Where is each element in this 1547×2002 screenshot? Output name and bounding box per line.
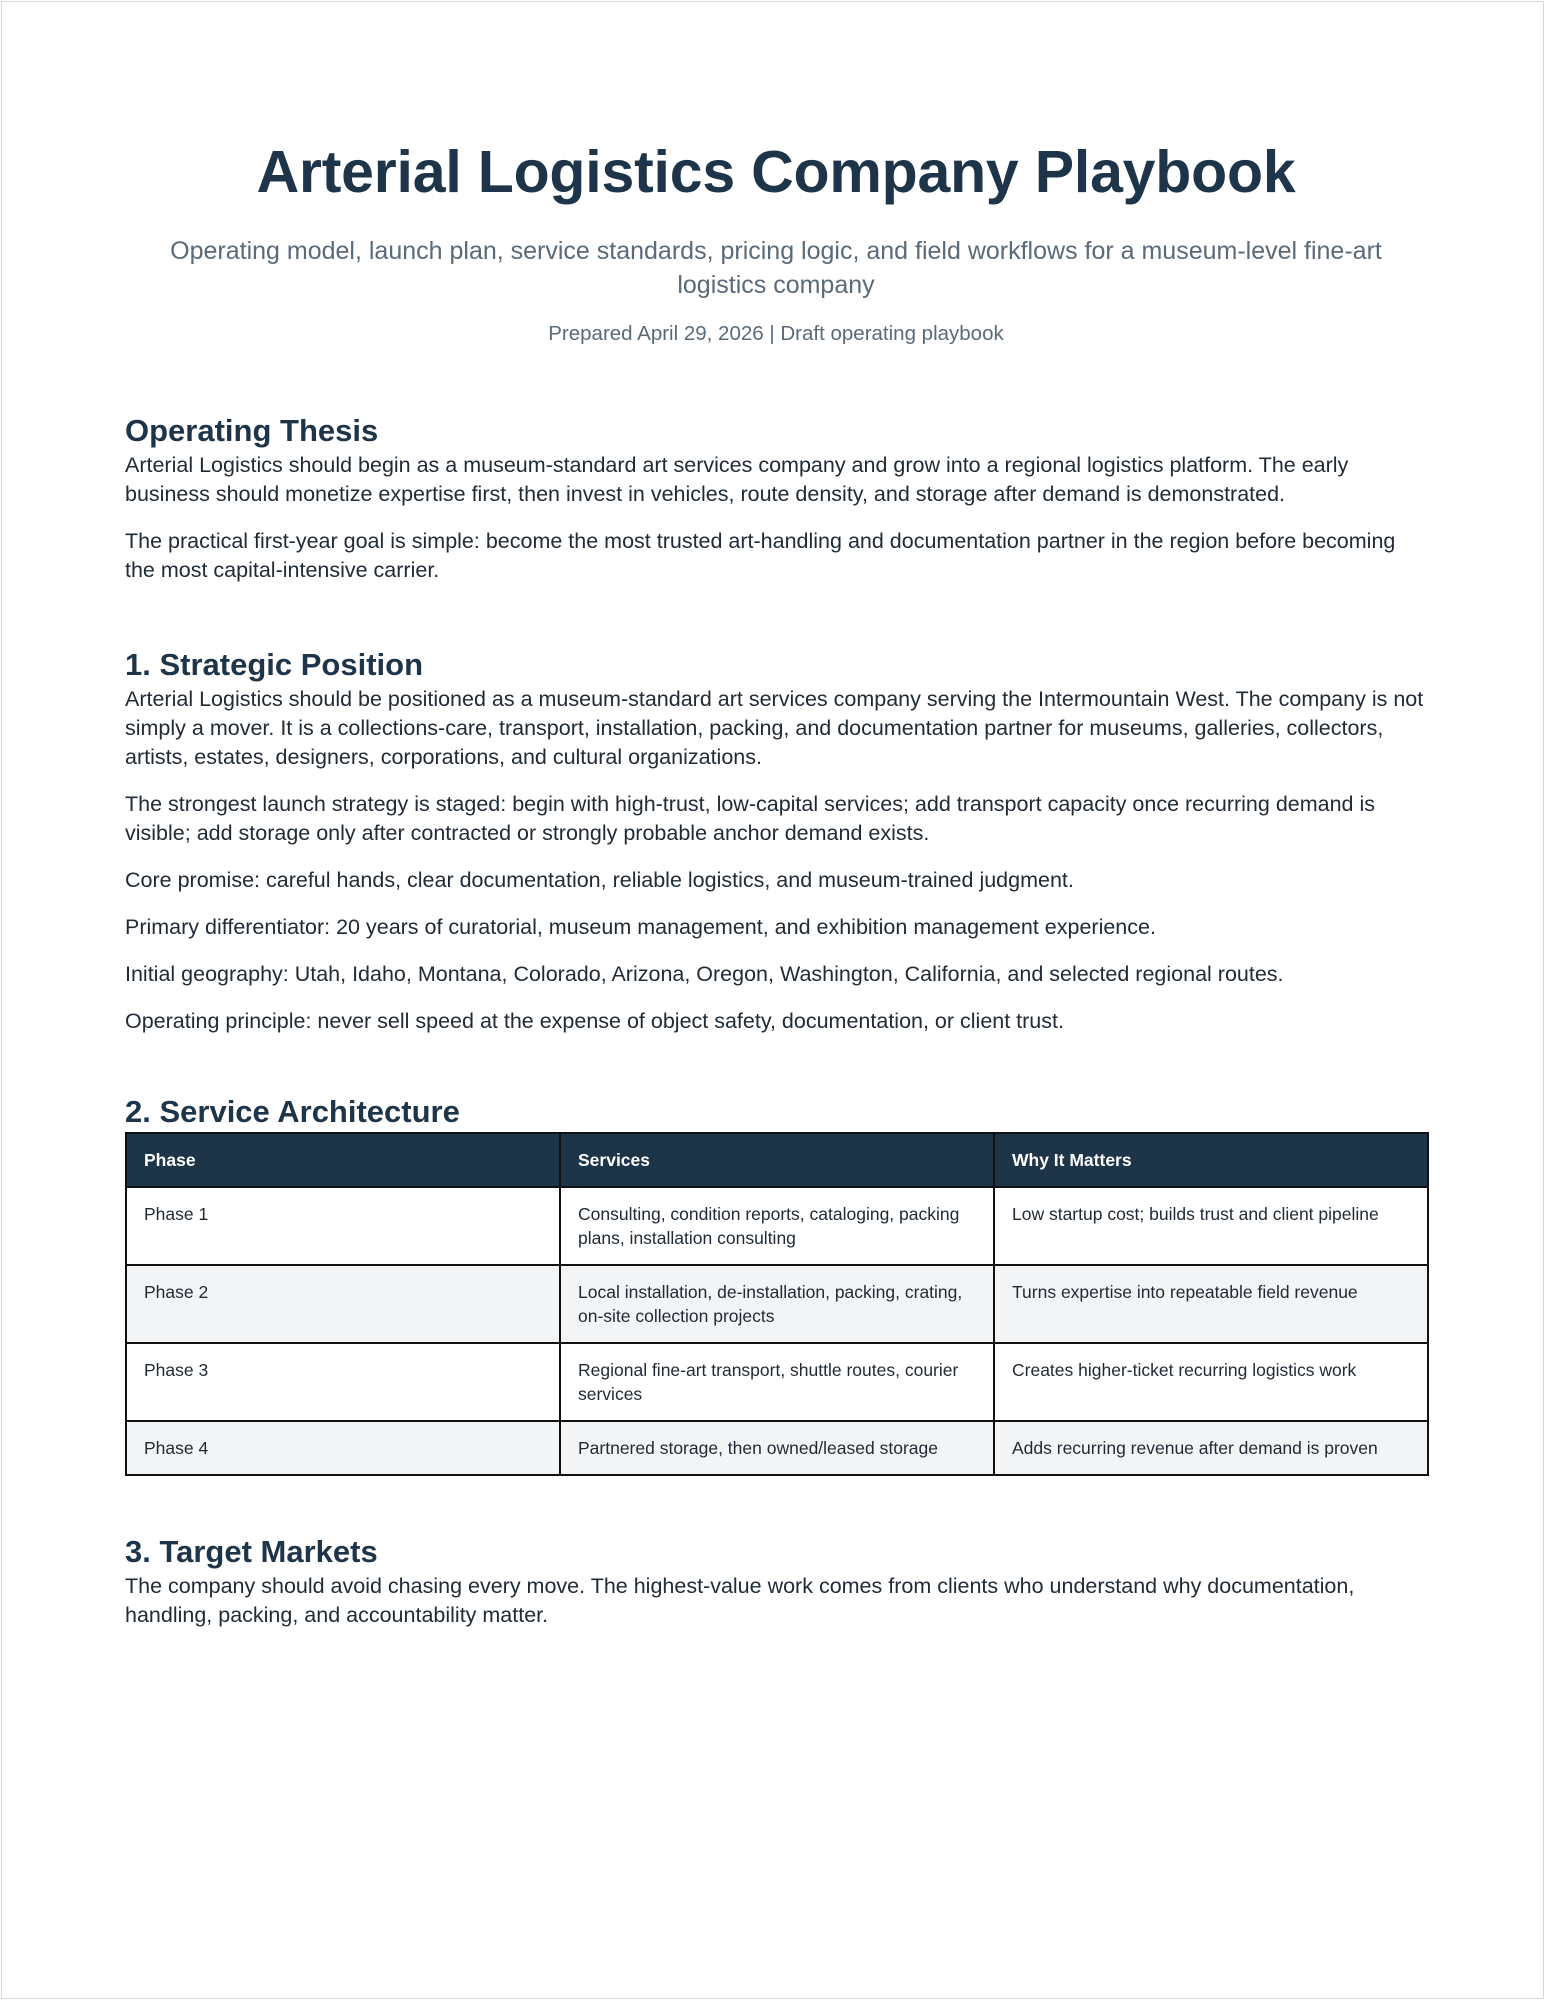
table-cell-phase: Phase 3 (126, 1343, 560, 1421)
core-promise: Core promise: careful hands, clear documentation, reliable logistics, and museum-trained judgment. (125, 868, 1074, 892)
paragraph: The strongest launch strategy is staged: begin with high-trust, low-capital services; add transport capacity once recurring demand is visible; add storage only after contracted or strongly probable anchor demand exists. (125, 792, 1376, 845)
table-cell-services: Consulting, condition reports, cataloging, packing plans, installation consulting (560, 1187, 994, 1265)
section-operating-thesis (125, 411, 1427, 585)
table-row (126, 1265, 1428, 1343)
table-row (126, 1421, 1428, 1475)
table-cell-why: Creates higher-ticket recurring logistics work (994, 1343, 1428, 1421)
section-strategic-position (125, 645, 1427, 1036)
document-content (125, 2, 1427, 1630)
table-cell-services: Regional fine-art transport, shuttle routes, courier services (560, 1343, 994, 1421)
operating-principle: Operating principle: never sell speed at the expense of object safety, documentation, or client trust. (125, 1009, 1064, 1033)
table-row (126, 1187, 1428, 1265)
section-heading: 2. Service Architecture (125, 1094, 460, 1129)
paragraph: Arterial Logistics should begin as a museum-standard art services company and grow into a regional logistics platform. The early business should monetize expertise first, then invest in vehicles, route density, and storage after demand is demonstrated. (125, 453, 1349, 506)
paragraph: Arterial Logistics should be positioned as a museum-standard art services company serving the Intermountain West. The company is not simply a mover. It is a collections-care, transport, installation, packing, and documentation partner for museums, galleries, collectors, artists, estates, designers, corporations, and cultural organizations. (125, 687, 1424, 769)
table-cell-phase: Phase 2 (126, 1265, 560, 1343)
service-architecture-table (125, 1132, 1429, 1476)
table-cell-why: Adds recurring revenue after demand is proven (994, 1421, 1428, 1475)
section-heading: 3. Target Markets (125, 1534, 378, 1569)
table-row (126, 1343, 1428, 1421)
section-heading: Operating Thesis (125, 413, 379, 448)
primary-differentiator: Primary differentiator: 20 years of curatorial, museum management, and exhibition management experience. (125, 915, 1156, 939)
document-subtitle: Operating model, launch plan, service standards, pricing logic, and field workflows for a museum-level fine-art logistics company (170, 237, 1382, 299)
initial-geography: Initial geography: Utah, Idaho, Montana, Colorado, Arizona, Oregon, Washington, California, and selected regional routes. (125, 962, 1284, 986)
column-header-services: Services (560, 1133, 994, 1187)
column-header-phase: Phase (126, 1133, 560, 1187)
table-cell-why: Turns expertise into repeatable field revenue (994, 1265, 1428, 1343)
document-title: Arterial Logistics Company Playbook (256, 139, 1296, 205)
table-cell-services: Partnered storage, then owned/leased storage (560, 1421, 994, 1475)
section-heading: 1. Strategic Position (125, 647, 424, 682)
table-header-row (126, 1133, 1428, 1187)
table-cell-phase: Phase 4 (126, 1421, 560, 1475)
section-target-markets (125, 1532, 1427, 1630)
document-page (1, 1, 1544, 1999)
paragraph: The practical first-year goal is simple: become the most trusted art-handling and documentation partner in the region before becoming the most capital-intensive carrier. (125, 529, 1396, 582)
section-service-architecture (125, 1092, 1427, 1476)
document-meta: Prepared April 29, 2026 | Draft operating playbook (548, 322, 1004, 345)
table-cell-why: Low startup cost; builds trust and client pipeline (994, 1187, 1428, 1265)
table-cell-phase: Phase 1 (126, 1187, 560, 1265)
paragraph: The company should avoid chasing every move. The highest-value work comes from clients who understand why documentation, handling, packing, and accountability matter. (125, 1574, 1355, 1627)
column-header-why-it-matters: Why It Matters (994, 1133, 1428, 1187)
table-cell-services: Local installation, de-installation, packing, crating, on-site collection projects (560, 1265, 994, 1343)
